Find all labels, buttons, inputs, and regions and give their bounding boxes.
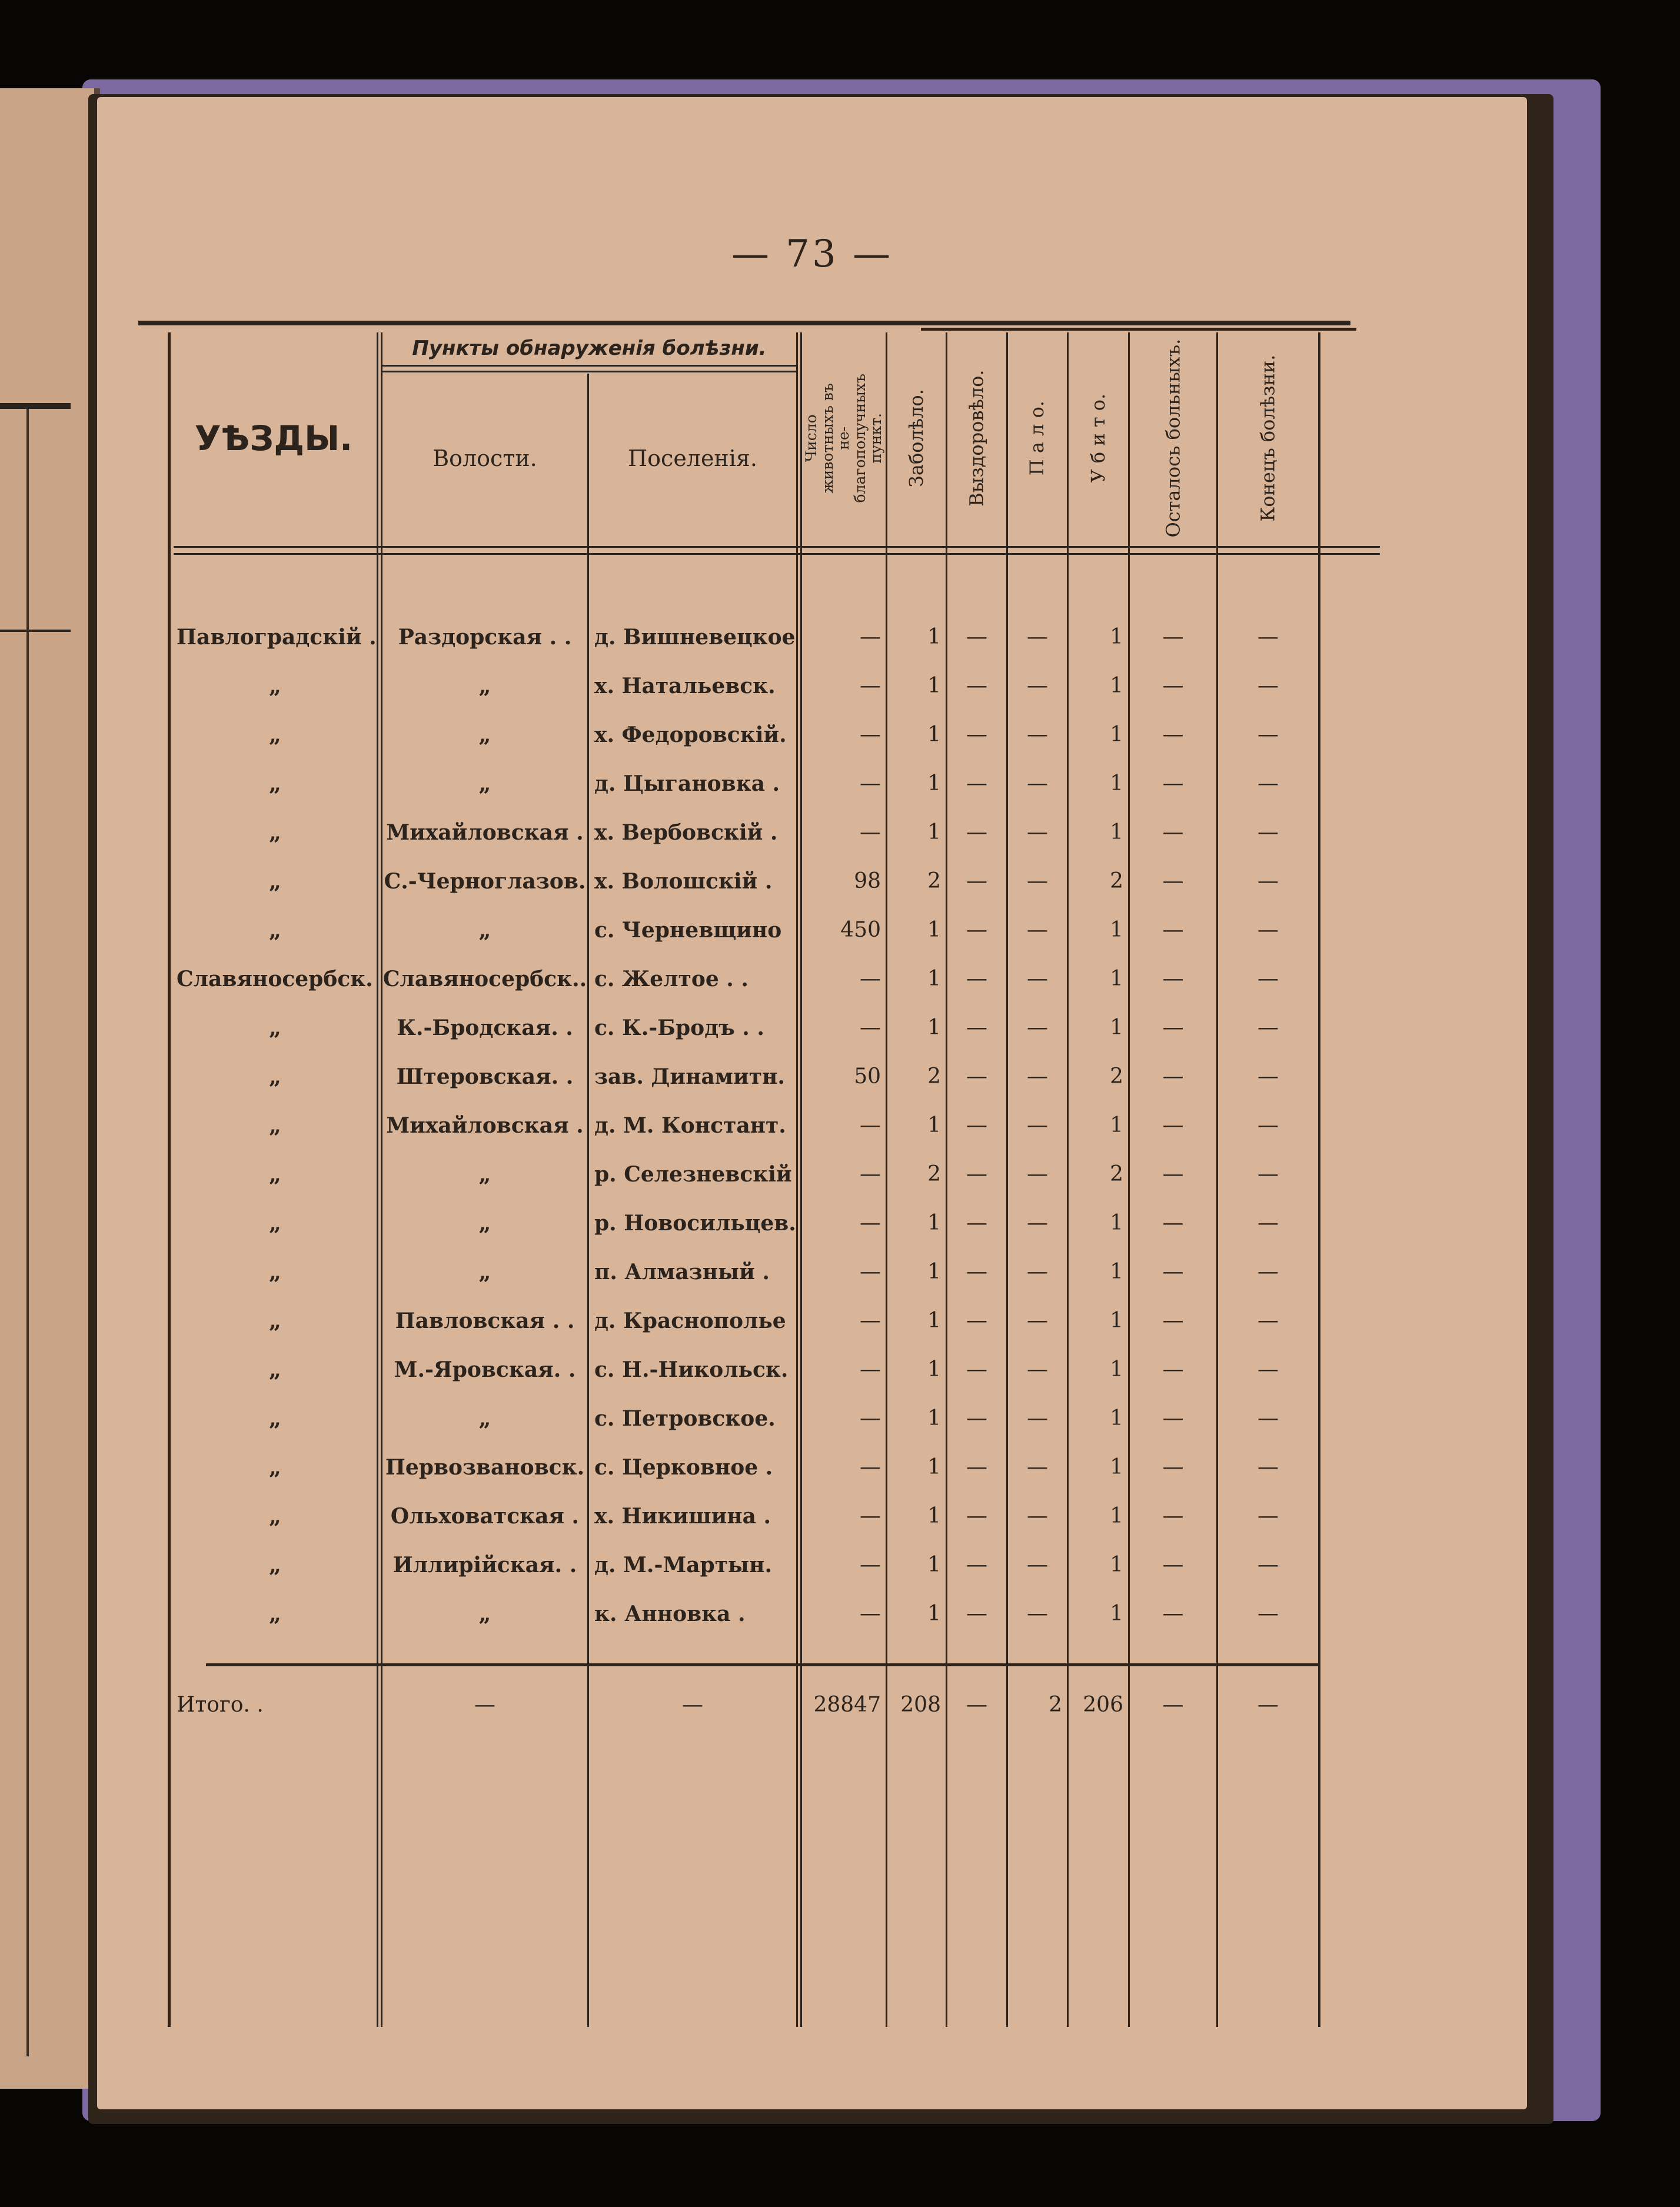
previous-page [0, 88, 100, 2089]
cell-volost: „ [478, 1602, 491, 1626]
cell-palo: — [1027, 625, 1048, 649]
cell-palo: — [1027, 1357, 1048, 1382]
cell-vyzdorovelo: — [966, 1406, 987, 1430]
cell-palo: — [1027, 1064, 1048, 1088]
cell-palo: — [1027, 1504, 1048, 1528]
cell-chislo: — [860, 1406, 881, 1430]
cell-vyzdorovelo: — [966, 1162, 987, 1186]
cell-poselenie: п. Алмазный . [594, 1260, 770, 1284]
cell-ostalos: — [1162, 820, 1184, 844]
previous-page-column-line [26, 409, 29, 2056]
cell-uezd: „ [269, 1406, 281, 1431]
cell-uezd: „ [269, 1064, 281, 1089]
cell-konets: — [1257, 723, 1279, 747]
cell-volost: Раздорская . . [398, 625, 572, 650]
cell-chislo: — [860, 967, 881, 991]
cell-vyzdorovelo: — [966, 1357, 987, 1382]
total-palo: 2 [1049, 1693, 1062, 1717]
cell-vyzdorovelo: — [966, 674, 987, 698]
cell-vyzdorovelo: — [966, 771, 987, 795]
cell-palo: — [1027, 918, 1048, 942]
cell-zabolelo: 1 [927, 1357, 941, 1382]
cell-vyzdorovelo: — [966, 1504, 987, 1528]
cell-konets: — [1257, 1162, 1279, 1186]
cell-zabolelo: 1 [927, 1309, 941, 1333]
cell-volost: М.-Яровская. . [394, 1357, 576, 1382]
cell-ubito: 1 [1110, 1357, 1123, 1382]
cell-palo: — [1027, 1016, 1048, 1040]
cell-volost: „ [478, 674, 491, 698]
cell-palo: — [1027, 1113, 1048, 1137]
cell-palo: — [1027, 1309, 1048, 1333]
cell-konets: — [1257, 771, 1279, 795]
cell-konets: — [1257, 820, 1279, 844]
cell-chislo: — [860, 1455, 881, 1479]
cell-zabolelo: 1 [927, 771, 941, 795]
cell-konets: — [1257, 1504, 1279, 1528]
cell-zabolelo: 1 [927, 723, 941, 747]
cell-uezd: „ [269, 1455, 281, 1480]
cell-konets: — [1257, 967, 1279, 991]
cell-chislo: 50 [854, 1064, 881, 1088]
header-vyzdorovelo [947, 332, 1006, 544]
cell-ostalos: — [1162, 1455, 1184, 1479]
cell-zabolelo: 1 [927, 1113, 941, 1137]
cell-uezd: „ [269, 723, 281, 747]
cell-ostalos: — [1162, 625, 1184, 649]
cell-vyzdorovelo: — [966, 869, 987, 893]
cell-palo: — [1027, 1406, 1048, 1430]
cell-palo: — [1027, 1211, 1048, 1235]
cell-ostalos: — [1162, 1016, 1184, 1040]
cell-chislo: — [860, 625, 881, 649]
cell-poselenie: д. М.-Мартын. [594, 1553, 773, 1577]
cell-poselenie: д. Цыгановка . [594, 771, 780, 796]
cell-chislo: — [860, 1113, 881, 1137]
cell-konets: — [1257, 869, 1279, 893]
cell-ubito: 1 [1110, 1211, 1123, 1235]
header-uezdy: УѢЗДЫ. [194, 418, 353, 458]
cell-ostalos: — [1162, 1309, 1184, 1333]
total-volost: — [474, 1693, 495, 1717]
header-chislo [802, 332, 886, 544]
cell-palo: — [1027, 869, 1048, 893]
cell-ostalos: — [1162, 1504, 1184, 1528]
cell-palo: — [1027, 1162, 1048, 1186]
cell-volost: Первозвановск. [385, 1455, 585, 1480]
cell-volost: Славяносербск.. [382, 967, 587, 991]
cell-volost: Штеровская. . [396, 1064, 574, 1089]
cell-ostalos: — [1162, 1211, 1184, 1235]
cell-zabolelo: 1 [927, 1602, 941, 1626]
cell-uezd: „ [269, 771, 281, 796]
header-konets-text: Конецъ болѣзни. [1256, 355, 1279, 522]
cell-konets: — [1257, 1064, 1279, 1088]
group-title-rule [382, 371, 797, 372]
cell-vyzdorovelo: — [966, 723, 987, 747]
cell-uezd: „ [269, 1211, 281, 1236]
cell-vyzdorovelo: — [966, 1260, 987, 1284]
column-divider [587, 374, 589, 2027]
cell-volost: „ [478, 918, 491, 943]
cell-vyzdorovelo: — [966, 820, 987, 844]
header-konets [1218, 332, 1318, 544]
cell-ostalos: — [1162, 1602, 1184, 1626]
cell-volost: Иллирійская. . [392, 1553, 577, 1577]
cell-palo: — [1027, 1260, 1048, 1284]
column-divider [377, 332, 378, 2027]
cell-ostalos: — [1162, 967, 1184, 991]
cell-uezd: Славяносербск. [177, 967, 373, 991]
total-label: Итого. . [177, 1693, 264, 1717]
cell-vyzdorovelo: — [966, 1016, 987, 1040]
cell-ubito: 2 [1110, 1064, 1123, 1088]
totals-rule [206, 1663, 1318, 1666]
cell-konets: — [1257, 1309, 1279, 1333]
cell-chislo: — [860, 1504, 881, 1528]
previous-page-rule [0, 630, 71, 632]
cell-volost: „ [478, 723, 491, 747]
cell-ubito: 1 [1110, 1455, 1123, 1479]
cell-uezd: „ [269, 918, 281, 943]
cell-ostalos: — [1162, 1406, 1184, 1430]
header-ubito [1069, 332, 1128, 544]
total-poselenie: — [682, 1693, 703, 1717]
cell-zabolelo: 2 [927, 1064, 941, 1088]
cell-uezd: „ [269, 1504, 281, 1529]
cell-chislo: — [860, 1357, 881, 1382]
cell-zabolelo: 2 [927, 1162, 941, 1186]
cell-volost: Михайловская . [386, 820, 584, 845]
cell-chislo: 98 [854, 869, 881, 893]
header-group-title: Пункты обнаруженія болѣзни. [412, 336, 767, 360]
cell-chislo: — [860, 674, 881, 698]
header-palo-text: П а л о. [1026, 401, 1049, 476]
cell-volost: Павловская . . [395, 1309, 575, 1333]
cell-poselenie: с. К.-Бродъ . . [594, 1016, 764, 1040]
cell-vyzdorovelo: — [966, 967, 987, 991]
cell-volost: К.-Бродская. . [397, 1016, 573, 1040]
cell-poselenie: р. Новосильцев. [594, 1211, 796, 1236]
cell-zabolelo: 1 [927, 674, 941, 698]
cell-ubito: 1 [1110, 674, 1123, 698]
cell-ubito: 1 [1110, 918, 1123, 942]
cell-ostalos: — [1162, 1064, 1184, 1088]
cell-uezd: „ [269, 820, 281, 845]
cell-ubito: 1 [1110, 1113, 1123, 1137]
cell-konets: — [1257, 625, 1279, 649]
cell-chislo: — [860, 820, 881, 844]
book-page [97, 97, 1527, 2109]
cell-zabolelo: 1 [927, 625, 941, 649]
cell-poselenie: х. Вербовскій . [594, 820, 778, 845]
cell-poselenie: с. Желтое . . [594, 967, 748, 991]
cell-ubito: 1 [1110, 625, 1123, 649]
header-bottom-rule [174, 553, 1380, 555]
cell-ubito: 1 [1110, 1016, 1123, 1040]
cell-ostalos: — [1162, 1162, 1184, 1186]
cell-ubito: 1 [1110, 1553, 1123, 1577]
cell-konets: — [1257, 1357, 1279, 1382]
cell-zabolelo: 1 [927, 967, 941, 991]
header-bottom-rule [174, 546, 1380, 548]
cell-zabolelo: 1 [927, 1260, 941, 1284]
cell-poselenie: х. Никишина . [594, 1504, 771, 1529]
cell-konets: — [1257, 1211, 1279, 1235]
cell-poselenie: с. Черневщино [594, 918, 782, 943]
total-konets: — [1257, 1693, 1279, 1717]
cell-ostalos: — [1162, 771, 1184, 795]
cell-zabolelo: 1 [927, 1455, 941, 1479]
cell-ubito: 1 [1110, 967, 1123, 991]
cell-konets: — [1257, 674, 1279, 698]
cell-vyzdorovelo: — [966, 1602, 987, 1626]
cell-chislo: 450 [840, 918, 881, 942]
cell-ubito: 1 [1110, 723, 1123, 747]
cell-ostalos: — [1162, 1553, 1184, 1577]
cell-zabolelo: 1 [927, 1211, 941, 1235]
cell-vyzdorovelo: — [966, 1553, 987, 1577]
cell-poselenie: д. Вишневецкое [594, 625, 796, 650]
total-chislo: 28847 [813, 1693, 881, 1717]
previous-page-rule [0, 403, 71, 409]
cell-ostalos: — [1162, 1357, 1184, 1382]
cell-uezd: Павлоградскій . [177, 625, 377, 650]
cell-palo: — [1027, 1602, 1048, 1626]
header-ubito-text: У б и т о. [1086, 394, 1109, 483]
cell-konets: — [1257, 1113, 1279, 1137]
header-vyzdorovelo-text: Выздоровѣло. [965, 370, 988, 507]
cell-ubito: 1 [1110, 771, 1123, 795]
header-zabolelo [887, 332, 946, 544]
cell-zabolelo: 1 [927, 820, 941, 844]
cell-volost: „ [478, 1162, 491, 1187]
cell-volost: „ [478, 1260, 491, 1284]
cell-poselenie: с. Н.-Никольск. [594, 1357, 789, 1382]
cell-uezd: „ [269, 1113, 281, 1138]
cell-zabolelo: 1 [927, 1406, 941, 1430]
header-volosti: Волости. [433, 445, 537, 472]
cell-poselenie: х. Федоровскій. [594, 723, 787, 747]
cell-konets: — [1257, 1406, 1279, 1430]
cell-volost: Михайловская . [386, 1113, 584, 1138]
cell-konets: — [1257, 918, 1279, 942]
cell-uezd: „ [269, 674, 281, 698]
cell-ostalos: — [1162, 869, 1184, 893]
total-ubito: 206 [1083, 1693, 1123, 1717]
cell-ubito: 1 [1110, 1260, 1123, 1284]
cell-palo: — [1027, 1455, 1048, 1479]
table-top-rule [138, 321, 1350, 325]
header-chislo-text: Число животныхъ въ не-благополучныхъ пункт. [803, 374, 885, 503]
cell-poselenie: зав. Динамитн. [594, 1064, 785, 1089]
page-number: — 73 — [731, 232, 893, 276]
cell-uezd: „ [269, 1260, 281, 1284]
cell-ostalos: — [1162, 674, 1184, 698]
cell-konets: — [1257, 1260, 1279, 1284]
header-zabolelo-text: Заболѣло. [904, 389, 927, 488]
cell-poselenie: р. Селезневскій [594, 1162, 792, 1187]
cell-uezd: „ [269, 1016, 281, 1040]
cell-zabolelo: 1 [927, 1553, 941, 1577]
cell-uezd: „ [269, 1602, 281, 1626]
cell-konets: — [1257, 1553, 1279, 1577]
column-divider [796, 332, 798, 2027]
cell-ostalos: — [1162, 723, 1184, 747]
cell-vyzdorovelo: — [966, 1211, 987, 1235]
cell-ostalos: — [1162, 1260, 1184, 1284]
cell-ubito: 1 [1110, 1406, 1123, 1430]
cell-vyzdorovelo: — [966, 1455, 987, 1479]
cell-poselenie: х. Натальевск. [594, 674, 776, 698]
cell-vyzdorovelo: — [966, 1113, 987, 1137]
table-left-border [168, 332, 171, 2027]
cell-poselenie: к. Анновка . [594, 1602, 746, 1626]
cell-uezd: „ [269, 1553, 281, 1577]
cell-konets: — [1257, 1455, 1279, 1479]
cell-konets: — [1257, 1016, 1279, 1040]
cell-chislo: — [860, 1602, 881, 1626]
cell-palo: — [1027, 820, 1048, 844]
cell-volost: С.-Черноглазов. [384, 869, 586, 894]
cell-ubito: 1 [1110, 820, 1123, 844]
cell-ubito: 1 [1110, 1504, 1123, 1528]
cell-ubito: 1 [1110, 1602, 1123, 1626]
cell-volost: „ [478, 1406, 491, 1431]
cell-poselenie: с. Петровское. [594, 1406, 776, 1431]
cell-chislo: — [860, 771, 881, 795]
table-right-border [1318, 332, 1320, 2027]
cell-zabolelo: 1 [927, 1504, 941, 1528]
cell-ostalos: — [1162, 918, 1184, 942]
cell-vyzdorovelo: — [966, 1309, 987, 1333]
cell-zabolelo: 2 [927, 869, 941, 893]
group-title-rule [382, 365, 797, 367]
cell-chislo: — [860, 1260, 881, 1284]
cell-poselenie: д. Краснополье [594, 1309, 786, 1333]
cell-chislo: — [860, 1309, 881, 1333]
cell-vyzdorovelo: — [966, 625, 987, 649]
cell-vyzdorovelo: — [966, 1064, 987, 1088]
cell-chislo: — [860, 723, 881, 747]
cell-chislo: — [860, 1162, 881, 1186]
total-ostalos: — [1162, 1693, 1184, 1717]
cell-vyzdorovelo: — [966, 918, 987, 942]
cell-zabolelo: 1 [927, 1016, 941, 1040]
cell-ubito: 1 [1110, 1309, 1123, 1333]
cell-konets: — [1257, 1602, 1279, 1626]
cell-poselenie: с. Церковное . [594, 1455, 773, 1480]
cell-chislo: — [860, 1016, 881, 1040]
total-vyzdorovelo: — [966, 1693, 987, 1717]
header-ostalos [1130, 332, 1216, 544]
cell-poselenie: х. Волошскій . [594, 869, 773, 894]
cell-uezd: „ [269, 1162, 281, 1187]
cell-chislo: — [860, 1553, 881, 1577]
header-poseleniya: Поселенія. [628, 445, 757, 472]
cell-uezd: „ [269, 869, 281, 894]
table-top-rule [921, 328, 1356, 331]
cell-volost: „ [478, 1211, 491, 1236]
cell-volost: „ [478, 771, 491, 796]
total-zabolelo: 208 [900, 1693, 941, 1717]
cell-uezd: „ [269, 1309, 281, 1333]
cell-chislo: — [860, 1211, 881, 1235]
cell-uezd: „ [269, 1357, 281, 1382]
cell-palo: — [1027, 723, 1048, 747]
cell-ostalos: — [1162, 1113, 1184, 1137]
cell-palo: — [1027, 674, 1048, 698]
cell-palo: — [1027, 967, 1048, 991]
cell-poselenie: д. М. Констант. [594, 1113, 786, 1138]
cell-volost: Ольховатская . [390, 1504, 580, 1529]
header-ostalos-text: Осталось больныхъ. [1161, 339, 1184, 538]
cell-palo: — [1027, 771, 1048, 795]
cell-palo: — [1027, 1553, 1048, 1577]
cell-ubito: 2 [1110, 1162, 1123, 1186]
cell-zabolelo: 1 [927, 918, 941, 942]
cell-ubito: 2 [1110, 869, 1123, 893]
header-palo [1008, 332, 1067, 544]
